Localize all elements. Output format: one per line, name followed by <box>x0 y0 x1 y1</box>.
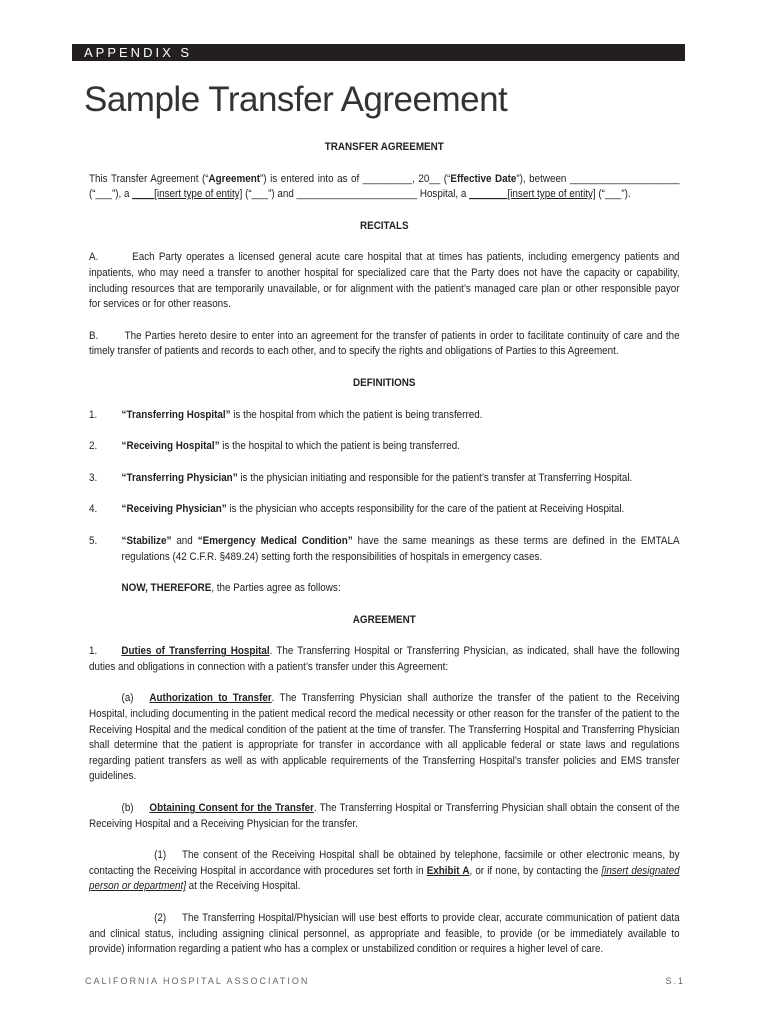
designated-person-blank: [insert designated person or department] <box>89 864 680 893</box>
definition-term: “Stabilize” <box>121 534 172 547</box>
document-body <box>89 140 680 958</box>
heading-transfer-agreement: TRANSFER AGREEMENT <box>324 141 444 153</box>
definition-item: 2. “Receiving Hospital” is the hospital to which the patient is being transferred. <box>89 440 460 453</box>
subsection-a: (a) Authorization to Transfer. The Transferring Physician shall authorize the transfer of the patient to the Receiving Hospital, including documenting in the patient medical record the medical necessity or other reason for the transfer of the patient to the Receiving Hospital and the medical condition of the patient at the time of transfer. The Transferring Hospital and Transferring Physician shall determine that the patient is appropriate for transfer in accordance with all applicable federal or state laws and regulations regarding patient transfers as well as with applicable requirements of the Transferring Hospital’s transfer policies and EMS transfer guidelines. <box>89 692 680 783</box>
definition-term: “Transferring Hospital” <box>121 408 231 421</box>
entity-type-blank-2: _______[insert type of entity] <box>469 188 596 201</box>
definition-term: “Emergency Medical Condition” <box>197 534 353 547</box>
intro-paragraph: This Transfer Agreement (“Agreement”) is entered into as of _________, 20__ (“Effective Date”), between ____________________ (“___”), a ____[insert type of entity] (“___”) and ______________________ Hospital, a _______[insert type of entity] (“___”). <box>89 172 680 201</box>
page-title: Sample Transfer Agreement <box>84 80 508 119</box>
footer-organization: CALIFORNIA HOSPITAL ASSOCIATION <box>85 976 310 986</box>
term-effective-date: Effective Date <box>450 172 517 185</box>
definition-term: “Transferring Physician” <box>121 471 238 484</box>
definition-item: 4. “Receiving Physician” is the physician who accepts responsibility for the care of the patient at Receiving Hospital. <box>89 503 625 516</box>
term-agreement: Agreement <box>208 172 261 185</box>
subsection-b-1: (1) The consent of the Receiving Hospital shall be obtained by telephone, facsimile or other electronic means, by contacting the Receiving Hospital in accordance with procedures set forth in Exhibit A, or if none, by contacting the [insert designated person or department] at the Receiving Hospital. <box>89 849 680 893</box>
subsection-b-heading: Obtaining Consent for the Transfer <box>149 802 314 815</box>
heading-recitals: RECITALS <box>360 219 409 232</box>
subsection-b: (b) Obtaining Consent for the Transfer. The Transferring Hospital or Transferring Physician shall obtain the consent of the Receiving Hospital and a Receiving Physician for the transfer. <box>89 802 680 830</box>
exhibit-a-reference: Exhibit A <box>426 864 470 877</box>
page-number: S.1 <box>665 976 685 986</box>
definition-item: 3. “Transferring Physician” is the physician initiating and responsible for the patient’s transfer at Transferring Hospital. <box>89 471 633 484</box>
recital-b: B. The Parties hereto desire to enter into an agreement for the transfer of patients in order to facilitate continuity of care and the timely transfer of patients and records to each other, and to specify the rights and obligations of Parties to this Agreement. <box>89 329 680 358</box>
subsection-a-heading: Authorization to Transfer <box>149 692 272 705</box>
section-1: 1. Duties of Transferring Hospital. The Transferring Hospital or Transferring Physician, as indicated, shall have the following duties and obligations in connection with a patient’s transfer under this Agreement: <box>89 645 680 673</box>
heading-definitions: DEFINITIONS <box>353 376 416 389</box>
definition-item: 5. “Stabilize” and “Emergency Medical Condition” have the same meanings as these terms are defined in the EMTALA regulations (42 C.F.R. §489.24) setting forth the responsibilities of hospitals in emergency cases. <box>89 534 680 563</box>
subsection-b-2: (2) The Transferring Hospital/Physician will use best efforts to provide clear, accurate communication of patient data and clinical status, including assigning clinical personnel, as appropriate and feasible, to provide (or be immediately available to provide) information regarding a patient who has a complex or unstabilized condition or requires a higher level of care. <box>89 912 680 956</box>
definition-term: “Receiving Physician” <box>121 503 227 516</box>
definition-item: 1. “Transferring Hospital” is the hospital from which the patient is being transferred. <box>89 408 483 421</box>
page-footer <box>85 976 685 986</box>
entity-type-blank-1: ____[insert type of entity] <box>132 188 243 201</box>
definition-term: “Receiving Hospital” <box>121 440 220 453</box>
recital-a: A. Each Party operates a licensed general acute care hospital that at times has patients, including emergency patients and inpatients, who may need a transfer to another hospital for specialized care that the Party does not have the capacity or capability, including resources that are temporarily unavailable, or for alignment with the patient’s managed care plan or other responsible payor for services or for other reasons. <box>89 251 680 311</box>
section-1-heading: Duties of Transferring Hospital <box>121 645 270 658</box>
appendix-label: APPENDIX S <box>84 45 193 60</box>
heading-agreement: AGREEMENT <box>352 613 416 626</box>
now-therefore-clause: NOW, THEREFORE, the Parties agree as follows: <box>121 582 341 595</box>
appendix-banner <box>72 44 685 61</box>
